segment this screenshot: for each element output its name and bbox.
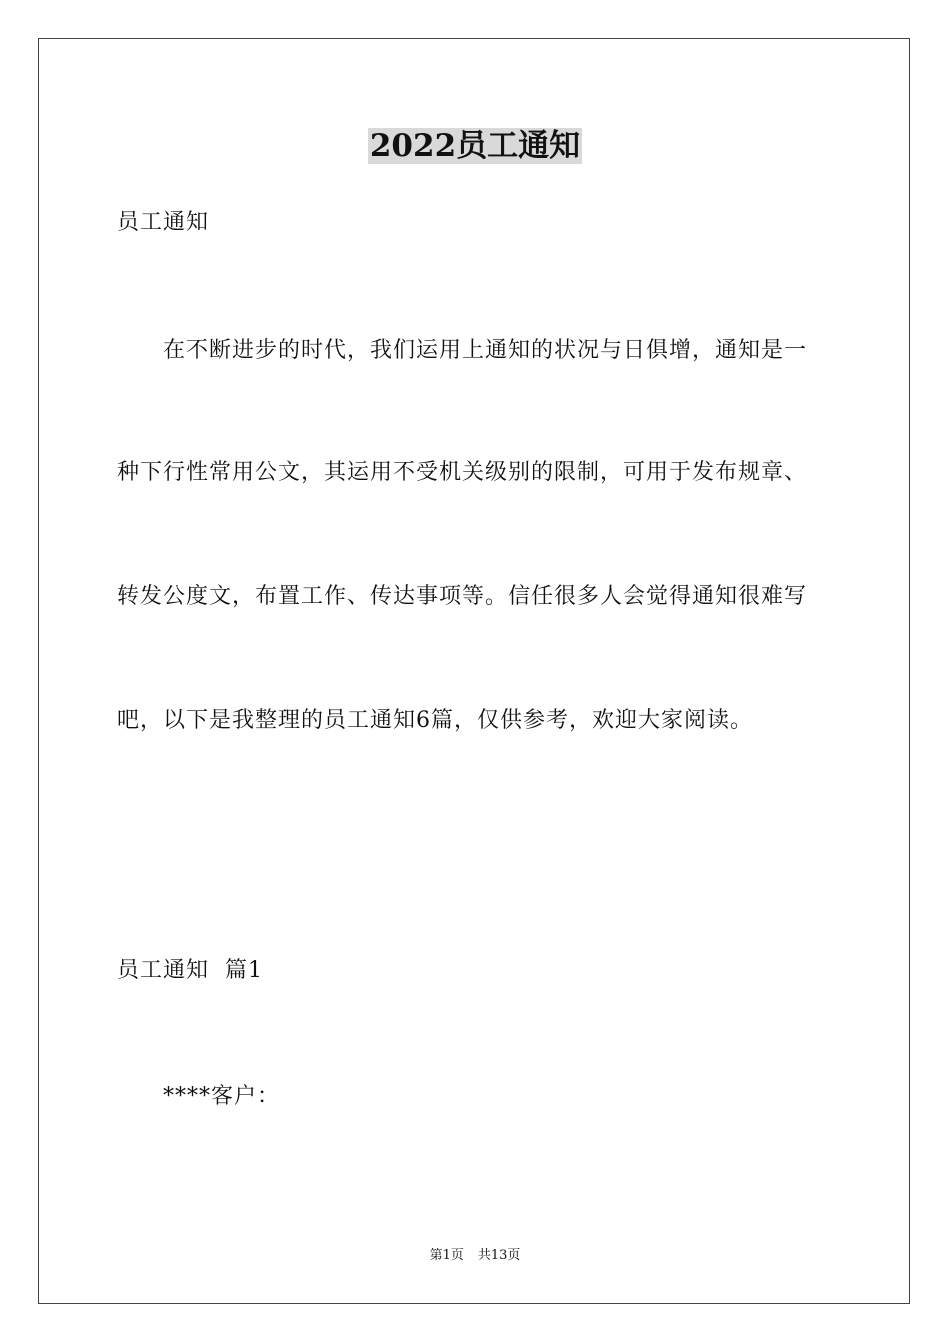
intro-line-3: 转发公度文，布置工作、传达事项等。信任很多人会觉得通知很难写 xyxy=(117,584,808,609)
intro-line-2: 种下行性常用公文，其运用不受机关级别的限制，可用于发布规章、 xyxy=(117,460,808,485)
intro-line-1: 在不断进步的时代，我们运用上通知的状况与日俱增，通知是一 xyxy=(163,338,808,363)
page-footer xyxy=(0,1247,950,1265)
page-number-total: 共13页 xyxy=(477,1248,521,1263)
document-subtitle: 员工通知 xyxy=(117,210,210,235)
section-heading: 员工通知 篇1 xyxy=(117,958,263,983)
salutation: ****客户： xyxy=(163,1084,281,1109)
document-title-text: 2022员工通知 xyxy=(369,128,581,164)
page-number-current: 第1页 xyxy=(429,1248,464,1263)
intro-line-4: 吧，以下是我整理的员工通知6篇，仅供参考，欢迎大家阅读。 xyxy=(117,708,753,733)
document-title xyxy=(0,124,950,168)
